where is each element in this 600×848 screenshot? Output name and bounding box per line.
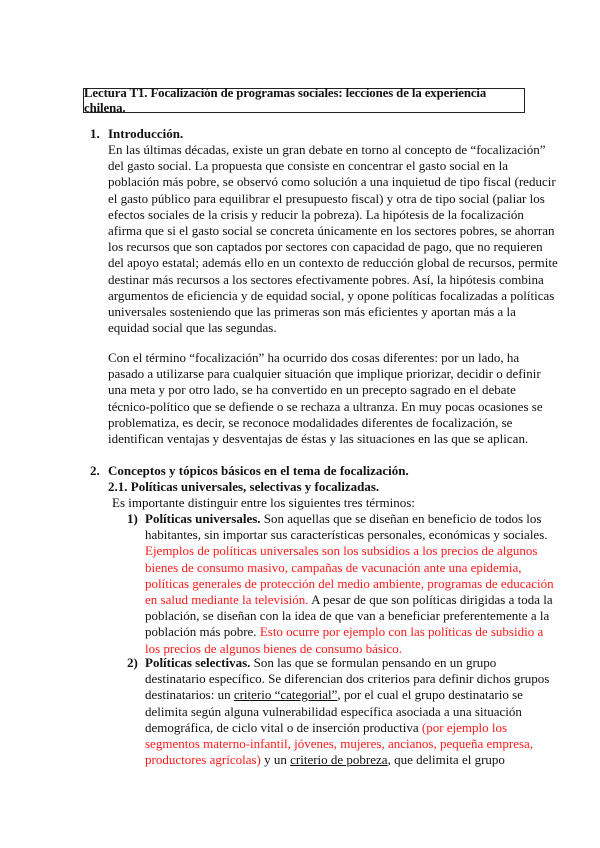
text-line	[145, 608, 554, 624]
text-segment: población más pobre, se observó como solución a una inquietud de tipo fiscal (reducir	[108, 174, 556, 190]
text-segment: el gasto público para equilibrar el presupuesto fiscal) y otra de tipo social (paliar los	[108, 190, 545, 206]
text-line	[108, 255, 558, 271]
section-1-number: 1.	[90, 126, 100, 141]
highlighted-text: bienes de consumo masivo, campañas de vacunación ante una epidemia,	[145, 559, 522, 575]
section-1-heading: Introducción.	[108, 126, 184, 141]
text-line	[108, 382, 543, 398]
bold-term: Políticas selectivas.	[145, 655, 251, 670]
underlined-term: criterio “categorial”	[233, 687, 338, 703]
text-line	[108, 223, 558, 239]
text-line	[145, 543, 554, 559]
item-universal-policies	[145, 511, 554, 657]
text-segment: los recursos que son captados por sectores con capacidad de pago, que no requieren	[108, 239, 543, 255]
highlighted-text: los precios de algunos bienes de consumo básico.	[145, 640, 403, 656]
text-segment: destinatario específico. Se diferencian dos criterios para definir dichos grupos	[145, 671, 550, 687]
text-segment: En las últimas décadas, existe un gran debate en torno al concepto de “focalización”	[108, 142, 546, 157]
section-2-heading: Conceptos y tópicos básicos en el tema de focalización.	[108, 463, 409, 478]
text-line	[108, 191, 558, 207]
text-segment: , por el cual el grupo destinatario se	[337, 687, 523, 703]
text-line	[108, 207, 558, 223]
text-line	[145, 527, 554, 543]
text-line	[108, 431, 543, 447]
text-segment: identifican ventajas y desventajas de éstas y las situaciones en las que se aplican.	[108, 430, 529, 446]
text-line	[145, 704, 549, 720]
text-line	[145, 576, 554, 592]
text-line	[108, 399, 543, 415]
text-line	[108, 239, 558, 255]
text-segment: técnico-político que se defiende o se rechaza a ultranza. En muy pocas ocasiones se	[108, 398, 543, 414]
text-segment: afirma que si el gasto social se concreta únicamente en los sectores pobres, se ahorran	[108, 222, 555, 238]
intro-paragraph	[108, 142, 558, 336]
text-line	[145, 736, 549, 752]
text-line	[108, 142, 558, 158]
text-segment: Con el término “focalización” ha ocurrido dos cosas diferentes: por un lado, ha	[108, 350, 520, 365]
item-selective-policies	[145, 655, 549, 768]
text-line	[145, 720, 549, 736]
text-segment: del gasto social. La propuesta que consiste en concentrar el gasto social en la	[108, 158, 508, 174]
highlighted-text: Esto ocurre por ejemplo con las políticas de subsidio a	[256, 624, 544, 640]
text-line	[145, 655, 549, 671]
text-line	[108, 320, 558, 336]
text-segment: población más pobre.	[145, 624, 257, 640]
text-segment: una meta y por otro lado, se ha convertido en un precepto sagrado en el debate	[108, 382, 516, 398]
text-segment: , que delimita el grupo	[387, 752, 505, 768]
text-segment: argumentos de eficiencia y de equidad social, y opone políticas focalizadas a políticas	[108, 287, 555, 303]
text-segment: y un	[260, 752, 291, 768]
text-segment: A pesar de que son políticas dirigidas a toda la	[308, 591, 553, 607]
bold-term: Políticas universales.	[145, 511, 261, 526]
text-line	[145, 511, 554, 527]
section-2-number: 2.	[90, 463, 100, 478]
highlighted-text: políticas generales de protección del medio ambiente, programas de educación	[145, 575, 554, 591]
text-segment: habitantes, sin importar sus características personales, económicas y sociales.	[145, 527, 548, 543]
text-line	[108, 158, 558, 174]
text-line	[145, 687, 549, 703]
item-1-number: 1)	[127, 511, 138, 526]
text-segment: universales sosteniendo que las primeras son más eficientes y aportan más a la	[108, 303, 516, 319]
text-line	[108, 350, 543, 366]
text-line	[108, 288, 558, 304]
text-line	[108, 272, 558, 288]
highlighted-text: productores agrícolas)	[145, 752, 261, 768]
highlighted-text: Ejemplos de políticas universales son los subsidios a los precios de algunos	[145, 543, 538, 559]
text-segment: efectos sociales de la crisis y reducir la pobreza). La hipótesis de la focalización	[108, 206, 524, 222]
text-segment: delimita según alguna vulnerabilidad específica asociada a una situación	[145, 703, 522, 719]
text-line	[145, 671, 549, 687]
subsection-heading: 2.1. Políticas universales, selectivas y focalizadas.	[108, 479, 380, 494]
text-segment: demográfica, de ciclo vital o de inserción productiva	[145, 719, 422, 735]
text-segment: población, se diseñan con la idea de que van a beneficiar preferentemente a la	[145, 608, 550, 624]
text-line	[108, 174, 558, 190]
text-segment: problematiza, es decir, se reconoce modalidades diferentes de focalización, se	[108, 414, 513, 430]
document-title: Lectura T1. Focalización de programas sociales: lecciones de la experiencia chilena.	[83, 88, 525, 113]
text-line	[145, 752, 549, 768]
text-segment: destinatarios: un	[145, 687, 234, 703]
terms-intro: Es importante distinguir entre los siguientes tres términos:	[112, 495, 415, 510]
text-segment: Son las que se formulan pensando en un grupo	[250, 655, 497, 670]
text-line	[108, 415, 543, 431]
text-line	[145, 560, 554, 576]
highlighted-text: en salud mediante la televisión.	[145, 591, 309, 607]
text-segment: pasado a utilizarse para cualquier situación que implique priorizar, decidir o definir	[108, 366, 541, 382]
text-segment: destinar más recursos a los sectores efectivamente pobres. Así, la hipótesis combina	[108, 271, 544, 287]
text-line	[145, 592, 554, 608]
text-line	[108, 366, 543, 382]
text-segment: del apoyo estatal; además ello en un contexto de reducción global de recursos, permite	[108, 255, 558, 271]
focalization-paragraph	[108, 350, 543, 447]
text-line	[108, 304, 558, 320]
highlighted-text: (por ejemplo los	[421, 719, 508, 735]
underlined-term: criterio de pobreza	[290, 752, 388, 768]
text-line	[145, 624, 554, 640]
text-segment: equidad social que las segundas.	[108, 320, 277, 336]
text-segment: Son aquellas que se diseñan en beneficio de todos los	[260, 511, 542, 526]
item-2-number: 2)	[127, 655, 138, 670]
highlighted-text: segmentos materno-infantil, jóvenes, mujeres, ancianos, pequeña empresa,	[145, 735, 534, 751]
